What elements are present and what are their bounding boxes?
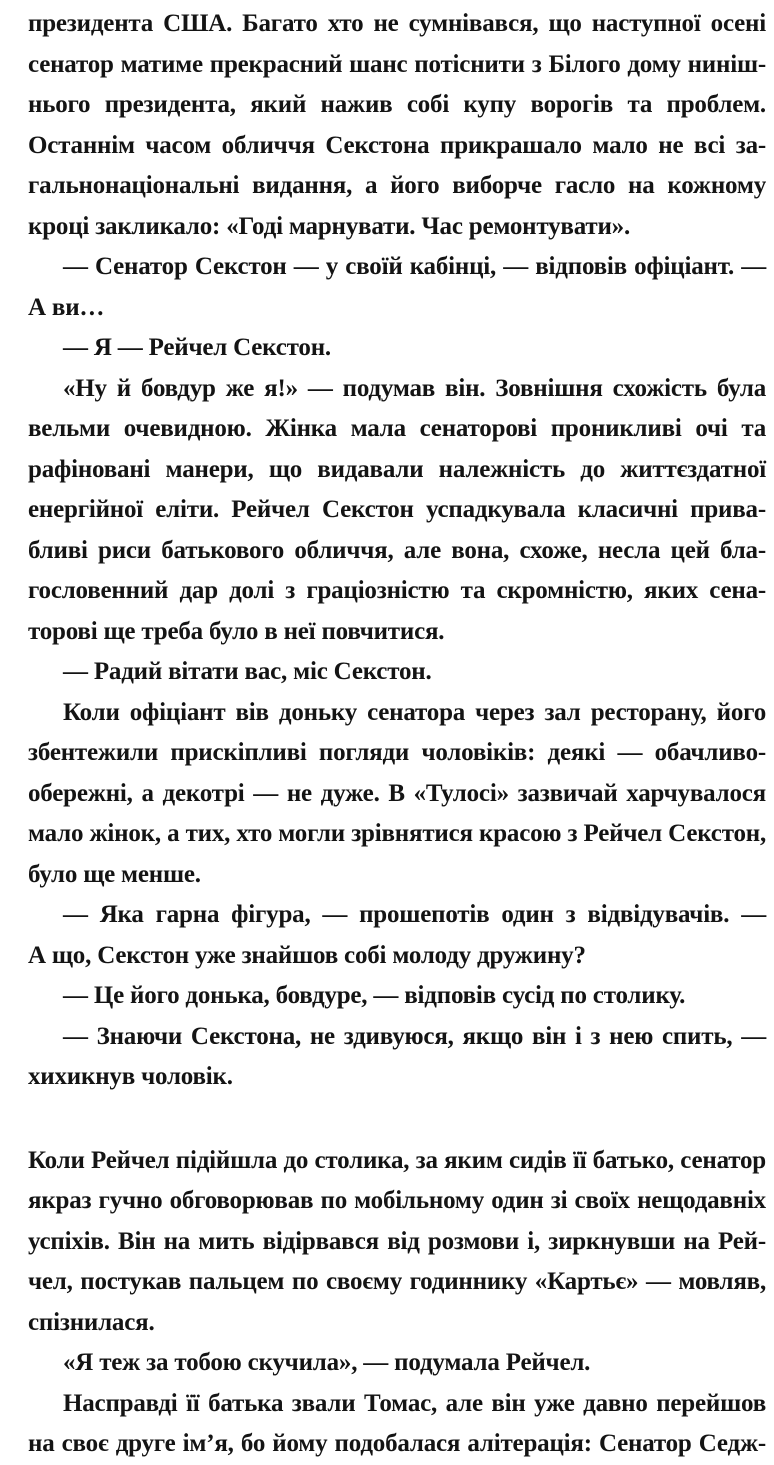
- text-line: гословенний дар долі з граціозністю та скромністю, яких сена-: [28, 577, 766, 604]
- text-line: — Радий вітати вас, міс Секстон.: [63, 658, 432, 685]
- text-line: обережні, а декотрі — не дуже. В «Тулосі» зазвичай харчувалося: [28, 779, 766, 807]
- text-line: Останнім часом обличчя Секстона прикрашало мало не всі за-: [28, 131, 766, 159]
- dialogue-paragraph: [28, 652, 766, 693]
- text-line: мало жінок, а тих, хто могли зрівнятися красою з Рейчел Секстон,: [28, 820, 766, 847]
- paragraph: [28, 1384, 766, 1465]
- text-line: вельми очевидною. Жінка мала сенаторові проникливі очі та: [28, 415, 766, 442]
- text-line: якраз гучно обговорював по мобільному один зі своїх нещодавніх: [28, 1187, 766, 1214]
- text-line: спізнилася.: [28, 1308, 155, 1336]
- text-line: «Ну й бовдур же я!» — подумав він. Зовнішня схожість була: [63, 374, 766, 402]
- text-line: А що, Секстон уже знайшов собі молоду дружину?: [28, 941, 586, 969]
- dialogue-paragraph: [28, 1017, 766, 1098]
- text-line: гальнонаціональні видання, а його виборче гасло на кожному: [28, 172, 766, 199]
- text-line: Коли Рейчел підійшла до столика, за яким сидів її батько, сенатор: [28, 1146, 766, 1174]
- text-line: сенатор матиме прекрасний шанс потіснити з Білого дому нинiш-: [28, 50, 766, 78]
- dialogue-paragraph: [28, 895, 766, 976]
- dialogue-paragraph: [28, 247, 766, 328]
- text-line: було ще менше.: [28, 860, 201, 888]
- text-line: — Це його донька, бовдуре, — відповів сусід по столику.: [63, 982, 686, 1009]
- text-line: чел, постукав пальцем по своєму годиннику «Картьє» — мовляв,: [28, 1268, 766, 1295]
- text-line: — Я — Рейчел Секстон.: [63, 334, 331, 361]
- paragraph: [28, 1343, 766, 1384]
- paragraph: [28, 693, 766, 896]
- dialogue-paragraph: [28, 976, 766, 1017]
- text-line: нього президента, який нажив собі купу ворогів та проблем.: [28, 91, 766, 118]
- text-line: президента США. Багато хто не сумнівався, що наступної осені: [28, 10, 766, 37]
- text-line: — Яка гарна фігура, — прошепотів один з відвідувачів. —: [63, 901, 766, 928]
- text-line: на своє друге ім’я, бо йому подобалася алітерація: Сенатор Седж-: [28, 1430, 766, 1457]
- section-break: [28, 1098, 766, 1141]
- paragraph: [28, 369, 766, 653]
- text-line: «Я теж за тобою скучила», — подумала Рейчел.: [63, 1349, 591, 1376]
- text-line: торові ще треба було в неї повчитися.: [28, 617, 445, 645]
- paragraph: [28, 1141, 766, 1344]
- paragraph-continuation: [28, 4, 766, 247]
- text-line: бливі риси батькового обличчя, але вона, схоже, несла цей бла-: [28, 536, 766, 564]
- text-line: Коли офіціант вів доньку сенатора через зал ресторану, його: [63, 698, 766, 726]
- text-line: — Знаючи Секстона, не здивуюся, якщо він і з нею спить, —: [63, 1022, 766, 1050]
- text-line: рафіновані манери, що видавали належність до життєздатної: [28, 455, 766, 483]
- text-line: А ви…: [28, 293, 105, 321]
- text-line: — Сенатор Секстон — у своїй кабінці, — відповів офіціант. —: [63, 253, 766, 280]
- text-line: Насправді її батька звали Томас, але він уже давно перейшов: [63, 1389, 766, 1417]
- text-line: успіхів. Він на мить відірвався від розмови і, зиркнувши на Рей-: [28, 1227, 766, 1255]
- dialogue-paragraph: [28, 328, 766, 369]
- text-line: хихикнув чоловік.: [28, 1063, 233, 1090]
- text-line: кроці закликало: «Годі марнувати. Час ремонтувати».: [28, 212, 631, 240]
- book-page: [28, 4, 766, 1465]
- text-line: енергійної еліти. Рейчел Секстон успадкувала класичні прива-: [28, 496, 766, 523]
- text-line: збентежили прискіпливі погляди чоловіків: деякі — обачливо-: [28, 739, 766, 766]
